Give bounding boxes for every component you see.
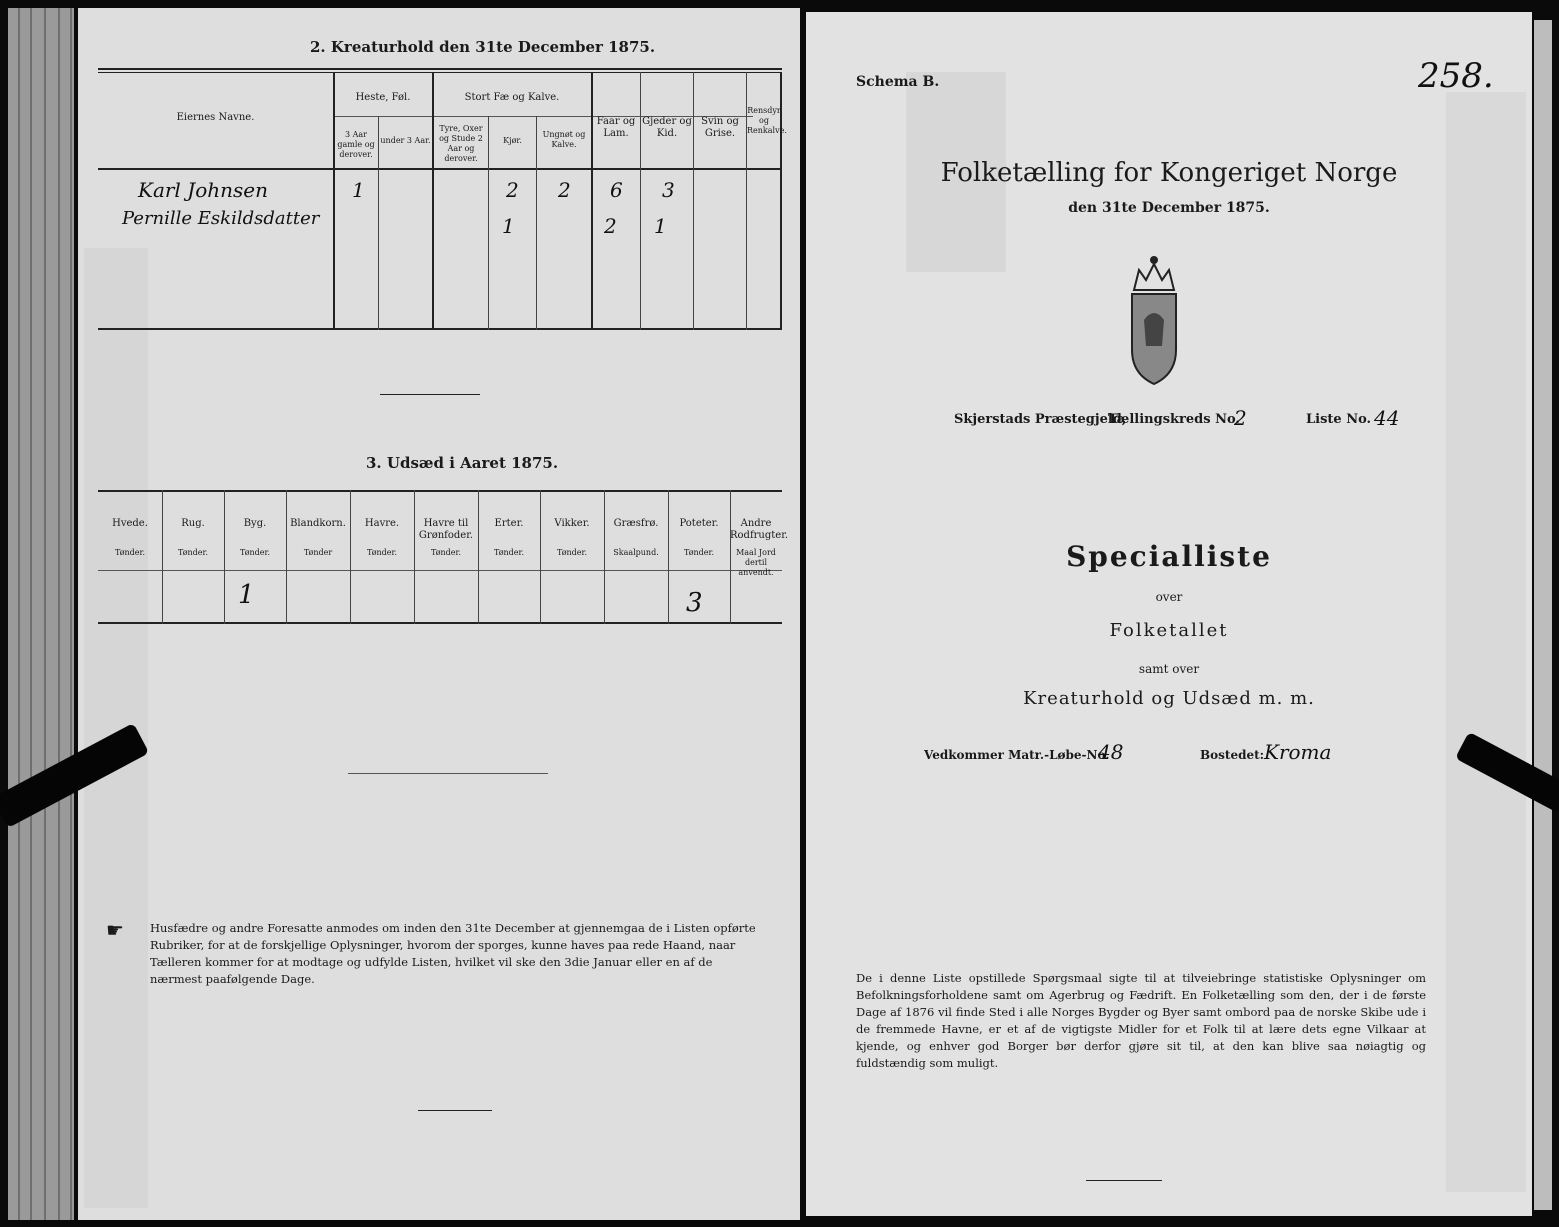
schema-label: Schema B. [856,74,940,90]
row1-goats: 3 [662,178,675,202]
left-page [78,8,800,1220]
folketallet-label: Folketallet [1109,620,1229,641]
pigs-header: Svin og Grise. [701,116,739,139]
owner-2: Pernille Eskildsdatter [122,208,320,229]
udsaed-unit-9: Tønder. [683,548,715,557]
horses-header: Heste, Føl. [355,92,411,103]
row2-goats: 1 [654,214,667,238]
prestegjeld-label: Skjerstads Præstegjeld, [954,412,1127,427]
liste-value: 44 [1374,406,1400,430]
section2-title: 2. Kreaturhold den 31te December 1875. [310,38,656,56]
kreaturhold-label: Kreaturhold og Udsæd m. m. [1023,688,1315,709]
udsaed-header-0: Hvede. [112,518,148,529]
udsaed-unit-5: Tønder. [430,548,462,557]
udsaed-header-6: Erter. [494,518,524,529]
footer-text: De i denne Liste opstillede Spørgsmaal sigte til at tilveiebringe statistiske Oplysninger om Befolkningsforholdene samt om Agerbrug og Fædrift. En Folketælling som den, der i de første Dage af 1876 vil finde Sted i alle Norges Bygder og Byer samt ombord paa de norske Skibe ude i de fremmede Havne, er et af de vigtigste Midler for et Folk til at lære dets egne Vilkaar at kjende, og enhver god Borger bør derfor gjøre sit til, at den kan blive saa nøiagtig og fuldstændig som muligt. [856,971,1426,1070]
udsaed-unit-1: Tønder. [177,548,209,557]
owners-header: Eiernes Navne. [176,112,255,123]
udsaed-header-3: Blandkorn. [290,518,346,529]
page-number: 258. [1418,56,1494,96]
udsaed-header-9: Poteter. [679,518,719,529]
udsaed-header-7: Vikker. [554,518,590,529]
page-date: den 31te December 1875. [1068,200,1270,216]
specialliste-heading: Specialliste [1066,540,1272,573]
cattle-young-header: Ungnøt og Kalve. [542,130,586,149]
goats-header: Gjeder og Kid. [642,116,692,139]
row1-horses-old: 1 [352,178,365,202]
row1-sheep: 6 [610,178,623,202]
udsaed-header-5: Havre til Grønfoder. [418,518,474,541]
section3-title: 3. Udsæd i Aaret 1875. [366,454,559,472]
udsaed-header-1: Rug. [181,518,205,529]
row2-cows: 1 [502,214,515,238]
udsaed-unit-6: Tønder. [493,548,525,557]
row1-cows: 2 [506,178,519,202]
pointing-hand-icon: ☛ [106,918,124,942]
udsaed-unit-0: Tønder. [114,548,146,557]
right-page [806,12,1532,1216]
book-spine-edge [8,8,74,1220]
sheep-header: Faar og Lam. [596,116,636,139]
row2-sheep: 2 [604,214,617,238]
divider [348,773,548,774]
udsaed-header-2: Byg. [243,518,267,529]
owner-1: Karl Johnsen [138,178,268,202]
matr-value: 48 [1098,740,1124,764]
liste-label: Liste No. [1306,412,1372,427]
divider [1086,1180,1162,1181]
samt-over-label: samt over [1138,662,1200,676]
cattle-cows-header: Kjør. [503,136,522,145]
kreds-value: 2 [1234,406,1247,430]
udsaed-unit-7: Tønder. [556,548,588,557]
kreds-label: Tællingskreds No. [1108,412,1240,427]
over-label: over [1155,590,1183,604]
udsaed-unit-8: Skaalpund. [613,548,659,557]
udsaed-unit-2: Tønder. [239,548,271,557]
coat-of-arms-icon [1124,250,1184,394]
divider [380,394,480,395]
row1-young-cattle: 2 [558,178,571,202]
udsaed-unit-4: Tønder. [366,548,398,557]
udsaed-header-10: Andre Rodfrugter. [730,518,789,541]
horses-old-header: 3 Aar gamle og derover. [337,130,375,159]
divider [418,1110,492,1111]
horses-young-header: under 3 Aar. [380,136,431,145]
byg-value: 1 [238,580,255,610]
bosted-label: Bostedet: [1200,748,1265,762]
page-title: Folketælling for Kongeriget Norge [940,158,1398,188]
udsaed-header-8: Græsfrø. [613,518,659,529]
notice-text: Husfædre og andre Foresatte anmodes om inden den 31te December at gjennemgaa de i Listen opførte Rubriker, for at de forskjellige Oplysninger, hvorom der sporges, kunne haves paa rede Haand, naar Tælleren kommer for at modtage og udfylde Listen, hvilket vil ske den 3die Januar eller en af de nærmest paafølgende Dage. [150,921,756,986]
matr-label: Vedkommer Matr.-Løbe-No. [924,748,1110,762]
bosted-value: Kroma [1264,740,1332,764]
udsaed-unit-3: Tønder [303,548,333,557]
udsaed-unit-10: Maal Jord dertil anvendt. [736,548,776,577]
cattle-bulls-header: Tyre, Oxer og Stude 2 Aar og derover. [439,124,483,163]
poteter-value: 3 [686,588,703,618]
udsaed-header-4: Havre. [364,518,400,529]
cattle-header: Stort Fæ og Kalve. [464,92,560,103]
book-page-edge [1534,20,1552,1210]
reindeer-header: Rensdyr og Renkalve. [747,106,787,135]
